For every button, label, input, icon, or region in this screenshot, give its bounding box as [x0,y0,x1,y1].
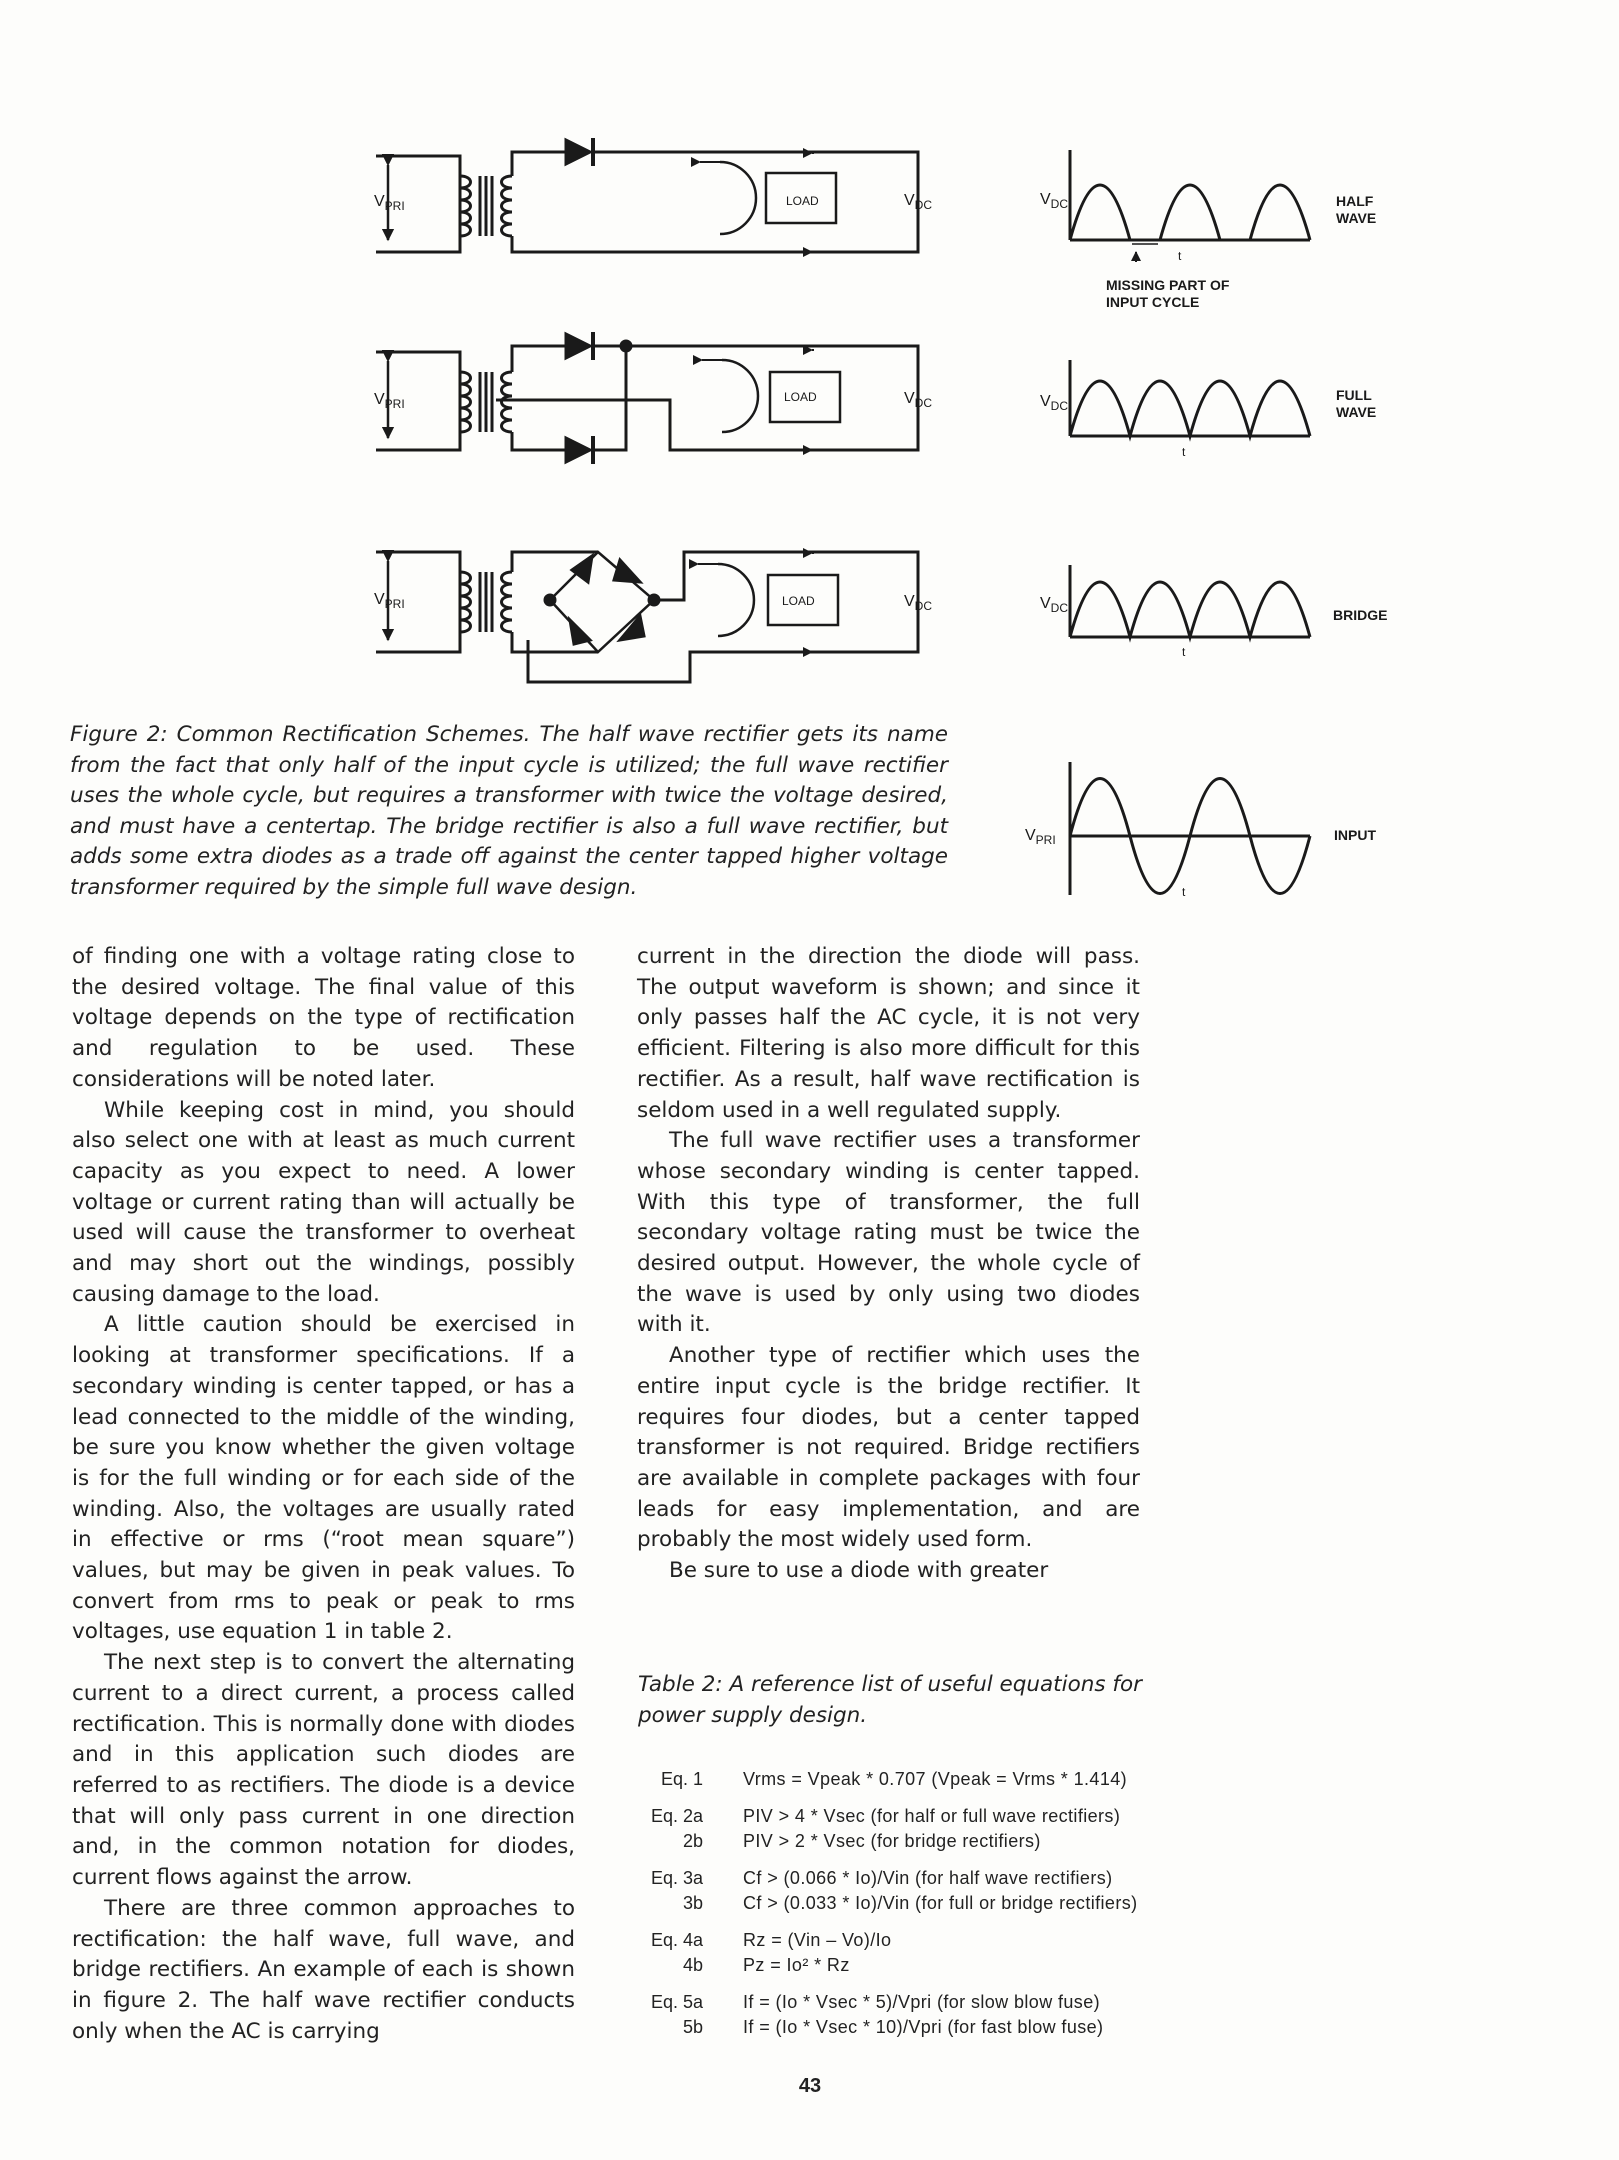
page-number: 43 [798,2075,822,2097]
right-column [637,942,1140,1587]
equation-row: 3b Cf > (0.033 * Io)/Vin (for full or bridge rectifiers) [682,1893,1138,1913]
svg-text:VDC: $V_{DC}$ [904,390,933,410]
diode-icon [570,620,590,644]
full-wave-tag: FULL [1336,387,1372,403]
svg-text:t: t [1182,445,1186,459]
svg-text:t: t [1182,885,1186,899]
full-wave-circuit [376,332,918,464]
equation-row: 2b PIV > 2 * Vsec (for bridge rectifiers) [682,1831,1041,1851]
load-label: LOAD [784,390,817,404]
bridge-circuit [376,552,918,682]
paragraph: While keeping cost in mind, you should also select one with at least as much current capacity as you expect to need. A lower voltage or current rating than will actually be used will cause the transformer to overheat and may short out the windings, possibly causing damage to the load. [72,1097,575,1307]
paragraph: A little caution should be exercised in looking at transformer specifications. If a secondary winding is center tapped, or has a lead connected to the middle of the winding, be sure you know whether the given voltage is for the full winding or for each side of the winding. Also, the voltages are usually rated in effective or rms (“root mean square”) values, but may be given in peak values. To convert from rms to peak or peak to rms voltages, use equation 1 in table 2. [72,1312,575,1645]
input-tag: INPUT [1334,827,1376,843]
half-wave-circuit [376,138,918,252]
diode-icon [566,438,590,462]
svg-text:VDC: $V_{DC}$ [1040,595,1069,615]
paragraph: current in the direction the diode will pass. The output waveform is shown; and since it only passes half the AC cycle, it is not very efficient. Filtering is also more difficult for this rectifier. As a result, half wave rectification is seldom used in a well regulated supply. [637,944,1140,1123]
equation-row: Eq. 2a PIV > 4 * Vsec (for half or full wave rectifiers) [650,1806,1121,1826]
svg-text:WAVE: WAVE [1336,404,1377,420]
equation-row: Eq. 5a If = (Io * Vsec * 5)/Vpri (for slow blow fuse) [650,1992,1101,2012]
input-waveform [1070,762,1310,895]
bridge-waveform [1070,565,1310,637]
half-wave-waveform [1070,150,1310,262]
paragraph: Another type of rectifier which uses the entire input cycle is the bridge rectifier. It requires four diodes, but a center tapped transformer is not required. Bridge rectifiers are available in complete packages with four leads for easy implementation, and are probably the most widely used form. [637,1343,1140,1553]
table-caption: Table 2: A reference list of useful equations for power supply design. [638,1672,1142,1728]
paragraph: There are three common approaches to rectification: the half wave, full wave, and bridge rectifiers. An example of each is shown in figure 2. The half wave rectifier conducts only when the AC is carrying [72,1895,575,2044]
svg-text:INPUT CYCLE: INPUT CYCLE [1106,294,1200,310]
equation-row: Eq. 3a Cf > (0.066 * Io)/Vin (for half wave rectifiers) [650,1868,1113,1888]
load-label: LOAD [782,594,815,608]
missing-part-label: MISSING PART OF [1106,277,1230,293]
equation-row: 4b Pz = Io² * Rz [682,1955,850,1975]
svg-text:VPRI: $V_{PRI}$ [1025,827,1056,847]
paragraph: of finding one with a voltage rating close to the desired voltage. The final value of this voltage depends on the type of rectification and regulation to be used. These considerations will be noted later. [72,944,575,1092]
paragraph: Be sure to use a diode with greater [669,1558,1049,1584]
equation-row: Eq. 1 Vrms = Vpeak * 0.707 (Vpeak = Vrms * 1.414) [660,1769,1128,1789]
paragraph: The next step is to convert the alternating current to a direct current, a process called rectification. This is normally done with diodes and in this application such diodes are referred to as rectifiers. The diode is a device that will only pass current in one direction and, in the common notation for diodes, current flows against the arrow. [72,1650,575,1891]
diode-icon [572,556,592,582]
diode-icon [566,140,590,164]
full-wave-waveform [1070,360,1310,436]
equation-table [638,1767,1258,2052]
svg-text:VDC: $V_{DC}$ [904,192,933,212]
svg-text:t: t [1182,645,1186,659]
equation-row: Eq. 4a Rz = (Vin – Vo)/Io [650,1930,892,1950]
svg-text:VDC: $V_{DC}$ [1040,393,1069,413]
load-label: LOAD [786,194,819,208]
diode-icon [566,334,590,358]
svg-text:VPRI: $V_{PRI}$ [374,391,405,411]
figure-caption: Figure 2: Common Rectification Schemes. The half wave rectifier gets its name from the fact that only half of the input cycle is utilized; the full wave rectifier uses the whole cycle, but requires a transformer with twice the voltage desired, and must have a centertap. The bridge rectifier is also a full wave rectifier, but adds some extra diodes as a trade off against the center tapped higher voltage transformer required by the simple full wave design. [70,722,948,900]
half-wave-tag: HALF [1336,193,1374,209]
equation-row: 5b If = (Io * Vsec * 10)/Vpri (for fast blow fuse) [682,2017,1104,2037]
svg-text:WAVE: WAVE [1336,210,1377,226]
svg-text:VPRI: $V_{PRI}$ [374,193,405,213]
svg-text:t: t [1178,249,1182,263]
svg-text:VPRI: $V_{PRI}$ [374,591,405,611]
paragraph: The full wave rectifier uses a transformer whose secondary winding is center tapped. With this type of transformer, the full secondary voltage rating must be twice the desired output. However, the whole cycle of the wave is used by only using two diodes with it. [637,1128,1140,1338]
left-column [72,942,575,2047]
diode-icon [614,560,640,582]
svg-text:VDC: $V_{DC}$ [904,593,933,613]
bridge-tag: BRIDGE [1333,607,1388,623]
svg-text:VDC: $V_{DC}$ [1040,191,1069,211]
